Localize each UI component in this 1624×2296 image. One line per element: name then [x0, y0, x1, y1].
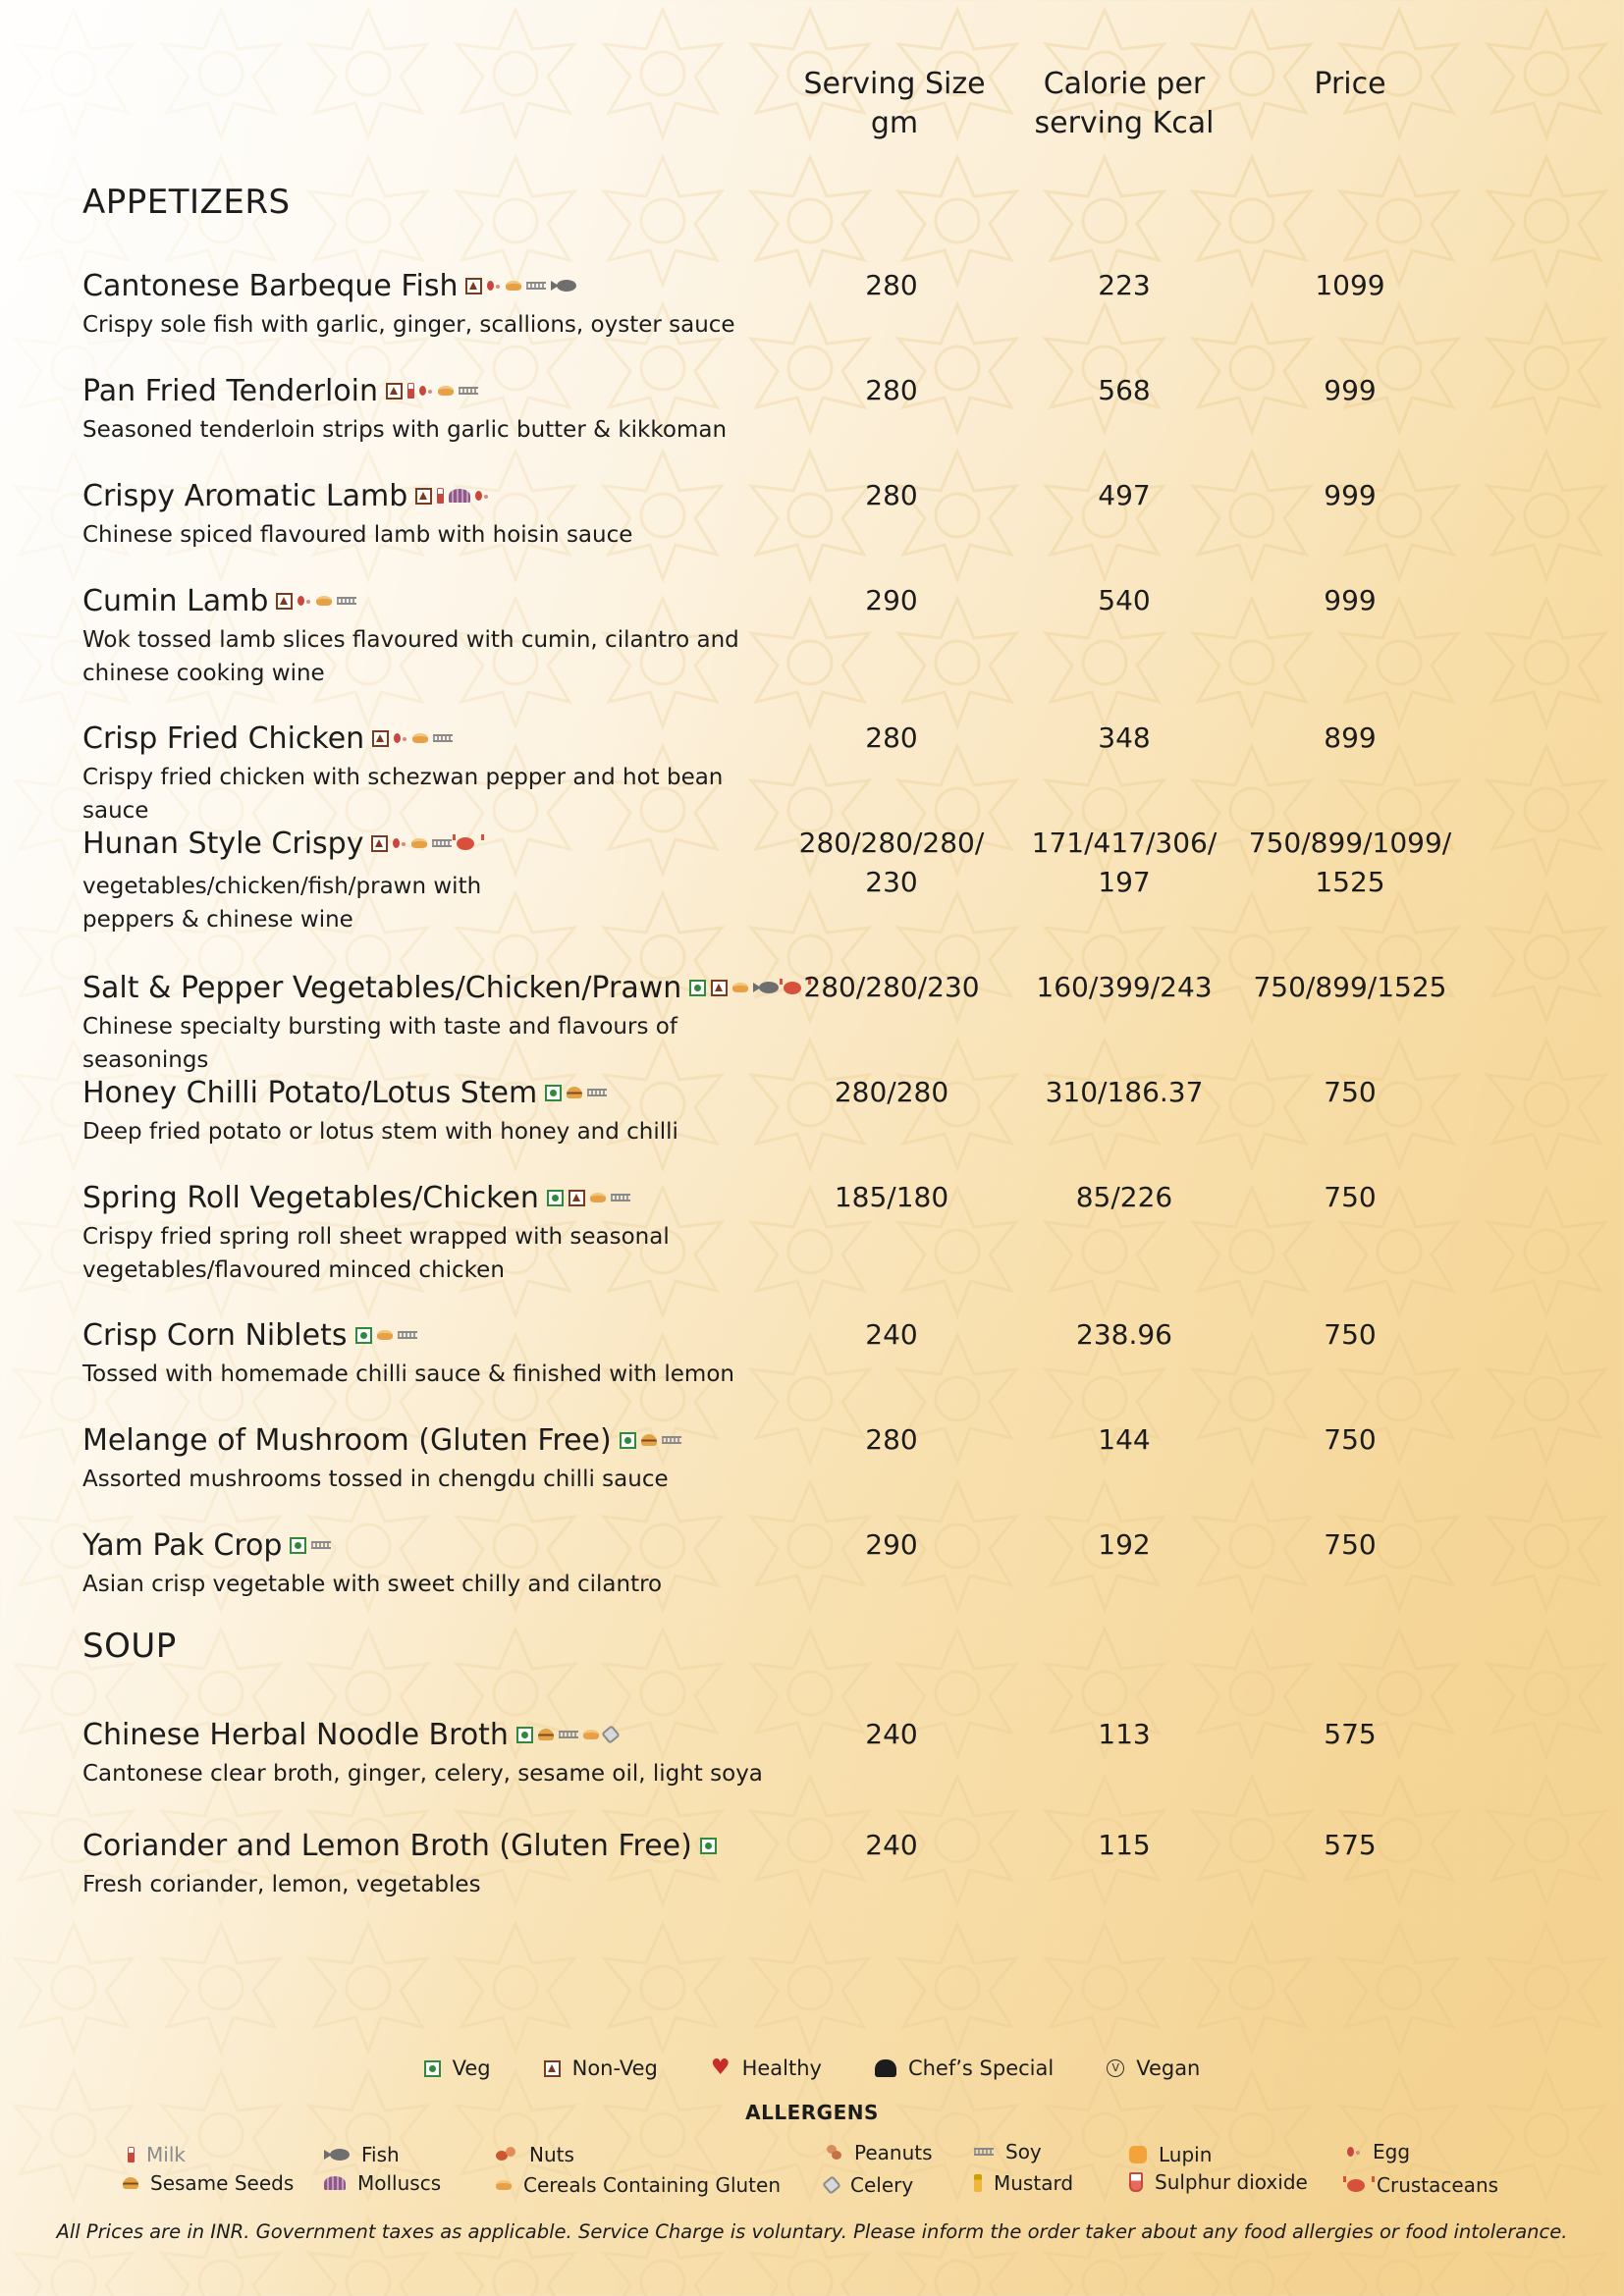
menu-item-name: Spring Roll Vegetables/Chicken [82, 1180, 539, 1215]
allergen-label: Sesame Seeds [150, 2171, 295, 2195]
menu-item-description: Crispy sole fish with garlic, ginger, scallions, oyster sauce [82, 312, 735, 338]
menu-item-description: Deep fried potato or lotus stem with honey and chilli [82, 1119, 678, 1145]
serving-size-value: 290 [865, 1528, 918, 1561]
menu-item-icons [516, 1727, 618, 1743]
allergen-label: Cereals Containing Gluten [523, 2173, 781, 2197]
egg-icon [394, 733, 407, 743]
menu-item-icons [355, 1327, 417, 1344]
cereal-gluten-icon [412, 733, 428, 743]
non-veg-icon [276, 593, 293, 610]
soy-icon [526, 282, 546, 290]
nuts-icon [496, 2147, 517, 2163]
legend-item [544, 2056, 658, 2080]
menu-item-name: Cantonese Barbeque Fish [82, 268, 459, 303]
menu-item-name: Cumin Lamb [82, 583, 269, 618]
allergen-item [1129, 2170, 1308, 2194]
allergen-item [123, 2171, 294, 2195]
price-value: 750 [1324, 1076, 1377, 1108]
menu-item-icons [276, 593, 356, 610]
allergen-label: Celery [850, 2173, 914, 2197]
price-value: 750 [1324, 1181, 1377, 1213]
egg-icon [475, 491, 489, 501]
allergen-item [1347, 2140, 1410, 2163]
section-title-appetizers: APPETIZERS [82, 183, 291, 222]
price-value: 899 [1324, 721, 1377, 754]
menu-item-icons [371, 835, 474, 852]
menu-item-icons [386, 383, 478, 400]
serving-size-header: Serving Size gm [803, 67, 986, 140]
footnote: All Prices are in INR. Government taxes as applicable. Service Charge is voluntary. Please inform the order taker about any food allergies or food intolerance. [56, 2220, 1568, 2243]
menu-item-description: vegetables/chicken/fish/prawn with peppers & chinese wine [82, 874, 482, 933]
legend-label: Healthy [741, 2056, 822, 2080]
soy-icon [311, 1541, 331, 1549]
menu-item-description: Asian crisp vegetable with sweet chilly and cilantro [82, 1572, 663, 1597]
veg-icon [620, 1432, 636, 1449]
menu-item-name: Chinese Herbal Noodle Broth [82, 1717, 509, 1752]
allergen-item [128, 2143, 186, 2166]
legend-label: Non-Veg [571, 2056, 658, 2080]
soy-icon [974, 2148, 994, 2156]
sesame-icon [123, 2177, 138, 2189]
menu-item-name: Crispy Aromatic Lamb [82, 478, 408, 513]
peanut-icon [825, 2145, 842, 2161]
lupin-icon [1129, 2146, 1147, 2163]
menu-item-icons [465, 278, 576, 294]
soy-icon [433, 734, 453, 742]
celery-icon [601, 1725, 621, 1744]
serving-size-value: 280 [865, 721, 918, 754]
menu-item-description: Chinese specialty bursting with taste and flavours of seasonings [82, 1014, 677, 1073]
menu-item-icons [700, 1838, 717, 1854]
menu-item-icons [620, 1432, 681, 1449]
sulphur-dioxide-icon [1129, 2172, 1143, 2192]
menu-item-icons [547, 1190, 630, 1206]
allergen-item [1347, 2173, 1498, 2197]
healthy-icon: ♥ [710, 2056, 731, 2080]
egg-icon [298, 596, 311, 606]
allergen-label: Soy [1005, 2140, 1042, 2163]
calorie-value: 192 [1098, 1528, 1151, 1561]
mollusc-icon [324, 2176, 346, 2190]
serving-size-value: 280/280/230 [803, 971, 980, 1003]
legend-item [875, 2056, 1054, 2080]
veg-icon [545, 1085, 562, 1101]
soy-icon [587, 1089, 607, 1096]
soy-icon [611, 1194, 630, 1201]
allergen-label: Milk [146, 2143, 186, 2166]
legend-item [711, 2056, 822, 2080]
serving-size-value: 280 [865, 479, 918, 511]
allergen-item [1129, 2143, 1212, 2166]
non-veg-icon [386, 383, 403, 400]
soy-icon [459, 387, 478, 395]
allergen-label: Peanuts [854, 2141, 933, 2164]
cereal-gluten-icon [732, 983, 748, 992]
serving-size-value: 280 [865, 1423, 918, 1456]
cereal-gluten-icon [377, 1330, 393, 1340]
veg-icon [689, 980, 706, 996]
menu-item-description: Chinese spiced flavoured lamb with hoisin sauce [82, 522, 633, 548]
allergen-label: Sulphur dioxide [1155, 2170, 1308, 2194]
menu-item-icons [545, 1085, 607, 1101]
allergen-item [496, 2173, 781, 2197]
soy-icon [337, 597, 356, 605]
non-veg-icon [544, 2060, 561, 2077]
price-value: 750 [1324, 1318, 1377, 1351]
calorie-value: 348 [1098, 721, 1151, 754]
allergen-label: Nuts [529, 2143, 574, 2166]
menu-item-description: Assorted mushrooms tossed in chengdu chilli sauce [82, 1467, 669, 1492]
calorie-value: 540 [1098, 584, 1151, 616]
non-veg-icon [415, 488, 432, 505]
serving-size-value: 290 [865, 584, 918, 616]
price-header: Price [1314, 67, 1386, 101]
milk-icon [437, 488, 444, 504]
calorie-value: 497 [1098, 479, 1151, 511]
veg-icon [290, 1537, 306, 1554]
price-value: 999 [1324, 479, 1377, 511]
soy-icon [398, 1331, 417, 1339]
allergen-item [974, 2140, 1042, 2163]
sesame-icon [567, 1087, 582, 1098]
menu-item-name: Coriander and Lemon Broth (Gluten Free) [82, 1828, 692, 1863]
egg-icon [419, 386, 433, 396]
menu-item-description: Crispy fried chicken with schezwan pepper and hot bean sauce [82, 765, 724, 824]
soy-icon [559, 1731, 578, 1738]
menu-item-description: Crispy fried spring roll sheet wrapped with seasonal vegetables/flavoured minced chicken [82, 1224, 670, 1283]
allergen-label: Lupin [1159, 2143, 1213, 2166]
serving-size-value: 280/280 [834, 1076, 949, 1108]
calorie-value: 223 [1098, 269, 1151, 301]
menu-item-name: Melange of Mushroom (Gluten Free) [82, 1422, 612, 1458]
chef-special-icon [875, 2059, 896, 2077]
price-value: 575 [1324, 1829, 1377, 1861]
egg-icon [393, 838, 406, 848]
legend-item [424, 2056, 491, 2080]
menu-item-description: Wok tossed lamb slices flavoured with cumin, cilantro and chinese cooking wine [82, 627, 739, 686]
egg-icon [1347, 2147, 1361, 2157]
soy-icon [432, 839, 452, 847]
cereal-gluten-icon [583, 1730, 599, 1739]
allergen-label: Mustard [994, 2171, 1074, 2195]
price-value: 999 [1324, 584, 1377, 616]
sesame-icon [538, 1729, 554, 1740]
allergen-item [974, 2171, 1073, 2195]
menu-item-name: Salt & Pepper Vegetables/Chicken/Prawn [82, 970, 682, 1005]
menu-item-description: Seasoned tenderloin strips with garlic butter & kikkoman [82, 417, 728, 443]
cereal-gluten-icon [411, 838, 427, 848]
milk-icon [407, 383, 414, 399]
allergen-item [324, 2171, 441, 2195]
price-value: 575 [1324, 1718, 1377, 1750]
calorie-value: 160/399/243 [1036, 971, 1213, 1003]
menu-item-name: Crisp Fried Chicken [82, 721, 365, 756]
serving-size-value: 185/180 [834, 1181, 949, 1213]
allergen-item [825, 2141, 933, 2164]
mollusc-icon [449, 489, 470, 503]
calorie-value: 568 [1098, 374, 1151, 406]
sesame-icon [641, 1434, 657, 1446]
veg-icon [424, 2060, 441, 2077]
non-veg-icon [711, 980, 728, 996]
vegan-icon: V [1107, 2059, 1124, 2077]
serving-size-value: 240 [865, 1318, 918, 1351]
allergen-label: Crustaceans [1377, 2173, 1499, 2197]
allergen-item [825, 2173, 913, 2197]
menu-item-description: Cantonese clear broth, ginger, celery, sesame oil, light soya [82, 1761, 763, 1787]
calorie-value: 113 [1098, 1718, 1151, 1750]
cereal-gluten-icon [316, 596, 332, 606]
cereal-gluten-icon [438, 386, 454, 396]
mustard-icon [974, 2174, 982, 2192]
menu-item-name: Yam Pak Crop [82, 1527, 283, 1563]
menu-item-description: Tossed with homemade chilli sauce & finished with lemon [82, 1362, 734, 1387]
price-value: 750/899/1525 [1253, 971, 1447, 1003]
non-veg-icon [371, 835, 388, 852]
non-veg-icon [568, 1190, 585, 1206]
calorie-value: 115 [1098, 1829, 1151, 1861]
menu-item-description: Fresh coriander, lemon, vegetables [82, 1872, 481, 1897]
calorie-value: 310/186.37 [1045, 1076, 1204, 1108]
price-value: 750 [1324, 1423, 1377, 1456]
allergen-item [496, 2143, 574, 2166]
serving-size-value: 280 [865, 269, 918, 301]
calorie-value: 85/226 [1075, 1181, 1173, 1213]
calorie-value: 171/417/306/ 197 [1031, 827, 1218, 898]
serving-size-value: 240 [865, 1718, 918, 1750]
non-veg-icon [372, 730, 389, 747]
legend-label: Vegan [1136, 2056, 1201, 2080]
menu-item-name: Honey Chilli Potato/Lotus Stem [82, 1075, 538, 1110]
veg-icon [516, 1727, 533, 1743]
legend-label: Veg [452, 2056, 491, 2080]
menu-item-name: Hunan Style Crispy [82, 826, 364, 861]
allergen-label: Molluscs [357, 2171, 442, 2195]
serving-size-value: 280 [865, 374, 918, 406]
menu-item-name: Crisp Corn Niblets [82, 1317, 348, 1353]
menu-item-icons [372, 730, 453, 747]
calorie-header: Calorie per serving Kcal [1034, 67, 1215, 140]
legend-item [1107, 2056, 1200, 2080]
egg-icon [487, 281, 501, 291]
veg-icon [355, 1327, 372, 1344]
menu-item-icons [290, 1537, 331, 1554]
allergen-label: Fish [361, 2143, 400, 2166]
allergen-label: Egg [1373, 2140, 1411, 2163]
allergen-item [324, 2143, 400, 2166]
price-value: 1099 [1315, 269, 1385, 301]
non-veg-icon [465, 278, 482, 294]
serving-size-value: 280/280/280/ 230 [798, 827, 985, 898]
section-title-soup: SOUP [82, 1627, 177, 1666]
price-value: 750/899/1099/ 1525 [1248, 827, 1452, 898]
serving-size-value: 240 [865, 1829, 918, 1861]
milk-icon [128, 2147, 135, 2163]
soy-icon [662, 1436, 681, 1444]
diet-legend [0, 2056, 1624, 2080]
price-value: 999 [1324, 374, 1377, 406]
cereal-gluten-icon [506, 281, 521, 291]
legend-label: Chef’s Special [907, 2056, 1055, 2080]
calorie-value: 144 [1098, 1423, 1151, 1456]
fish-icon [324, 2149, 350, 2161]
allergens-title: ALLERGENS [745, 2101, 879, 2124]
veg-icon [700, 1838, 717, 1854]
price-value: 750 [1324, 1528, 1377, 1561]
celery-icon [822, 2175, 841, 2195]
cereal-gluten-icon [496, 2180, 512, 2190]
crustacean-icon [457, 837, 474, 850]
calorie-value: 238.96 [1076, 1318, 1172, 1351]
menu-item-name: Pan Fried Tenderloin [82, 373, 379, 408]
veg-icon [547, 1190, 564, 1206]
menu-item-icons [415, 488, 489, 505]
fish-icon [551, 280, 576, 292]
cereal-gluten-icon [590, 1193, 606, 1202]
crustacean-icon [1347, 2179, 1365, 2192]
